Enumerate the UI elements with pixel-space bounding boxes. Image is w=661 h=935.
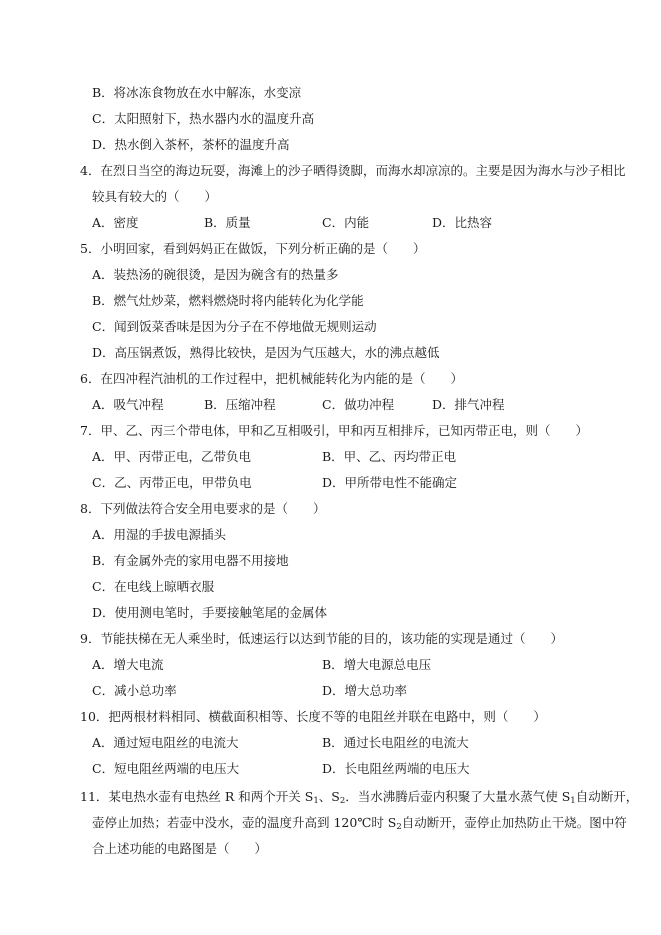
q11-stem-line2 (92, 814, 627, 832)
q8-option-a: A．用湿的手拔电源插头 (92, 527, 227, 542)
q9-stem: 9．节能扶梯在无人乘坐时，低速运行以达到节能的目的，该功能的实现是通过（ ） (80, 631, 563, 646)
subscript: 1 (313, 796, 319, 806)
q9-option-b: B．增大电源总电压 (322, 657, 432, 672)
q10-options-row1 (92, 734, 612, 752)
q7-option-b: B．甲、乙、丙均带正电 (322, 449, 457, 464)
q4-option-b: B．质量 (204, 215, 251, 230)
q9-option-a: A．增大电流 (92, 657, 164, 672)
subscript: 2 (396, 822, 402, 832)
q11-text-part: ．当水沸腾后壶内积聚了大量水蒸气使 S (345, 789, 571, 804)
q5-option-a: A．装热汤的碗很烫，是因为碗含有的热量多 (92, 267, 339, 282)
q7-option-d: D．甲所带电性不能确定 (322, 475, 458, 490)
q6-option-d: D．排气冲程 (432, 397, 505, 412)
q8-option-b: B．有金属外壳的家用电器不用接地 (92, 553, 289, 568)
q10-option-d: D．长电阻丝两端的电压大 (322, 761, 470, 776)
q6-option-c: C．做功冲程 (322, 397, 395, 412)
q4-options (92, 214, 612, 232)
q10-stem: 10．把两根材料相同、横截面积相等、长度不等的电阻丝并联在电路中，则（ ） (80, 709, 546, 724)
q6-stem: 6．在四冲程汽油机的工作过程中，把机械能转化为内能的是（ ） (80, 371, 463, 386)
q5-option-c: C．闻到饭菜香味是因为分子在不停地做无规则运动 (92, 319, 377, 334)
q9-option-c: C．减小总功率 (92, 683, 177, 698)
q7-options-row2 (92, 474, 612, 492)
q8-option-c: C．在电线上晾晒衣服 (92, 579, 215, 594)
q4-option-c: C．内能 (322, 215, 370, 230)
q7-stem: 7．甲、乙、丙三个带电体，甲和乙互相吸引，甲和丙互相排斥，已知丙带正电，则（ ） (80, 423, 588, 438)
q7-options-row1 (92, 448, 612, 466)
subscript: 1 (570, 796, 576, 806)
q7-option-a: A．甲、丙带正电，乙带负电 (92, 449, 252, 464)
q6-option-b: B．压缩冲程 (204, 397, 276, 412)
q4-stem-line1: 4．在烈日当空的海边玩耍，海滩上的沙子晒得烫脚，而海水却凉凉的。主要是因为海水与沙子相比 (80, 163, 626, 178)
q5-option-d: D．高压锅煮饭，熟得比较快，是因为气压越大，水的沸点越低 (92, 345, 440, 360)
q6-option-a: A．吸气冲程 (92, 397, 164, 412)
q10-options-row2 (92, 760, 612, 778)
q11-text-part: 自动断开， (575, 789, 639, 804)
q4-option-d: D．比热容 (432, 215, 493, 230)
q9-options-row1 (92, 656, 612, 674)
q10-option-c: C．短电阻丝两端的电压大 (92, 761, 240, 776)
q3-option-c: C．太阳照射下，热水器内水的温度升高 (92, 111, 315, 126)
q11-text-part: 自动断开，壶停止加热防止干烧。图中符 (401, 815, 627, 830)
q3-option-d: D．热水倒入茶杯，茶杯的温度升高 (92, 137, 290, 152)
q3-option-b: B．将冰冻食物放在水中解冻，水变凉 (92, 85, 302, 100)
q10-option-b: B．通过长电阻丝的电流大 (322, 735, 469, 750)
q11-text-part: 、S (318, 789, 340, 804)
q4-option-a: A．密度 (92, 215, 139, 230)
q5-option-b: B．燃气灶炒菜，燃料燃烧时将内能转化为化学能 (92, 293, 364, 308)
q9-options-row2 (92, 682, 612, 700)
q5-stem: 5．小明回家，看到妈妈正在做饭，下列分析正确的是（ ） (80, 241, 426, 256)
q10-option-a: A．通过短电阻丝的电流大 (92, 735, 239, 750)
q11-text-part: 壶停止加热；若壶中没水，壶的温度升高到 120℃时 S (92, 815, 397, 830)
q11-stem-line3: 合上述功能的电路图是（ ） (92, 841, 268, 856)
q9-option-d: D．增大总功率 (322, 683, 408, 698)
q4-stem-line2: 较具有较大的（ ） (92, 189, 218, 204)
q6-options (92, 396, 612, 414)
q8-stem: 8．下列做法符合安全用电要求的是（ ） (80, 501, 326, 516)
q11-stem-line1 (80, 788, 638, 806)
q8-option-d: D．使用测电笔时，手要接触笔尾的金属体 (92, 605, 328, 620)
q11-text-part: 11．某电热水壶有电热丝 R 和两个开关 S (80, 789, 314, 804)
subscript: 2 (339, 796, 346, 806)
q7-option-c: C．乙、丙带正电，甲带负电 (92, 475, 252, 490)
